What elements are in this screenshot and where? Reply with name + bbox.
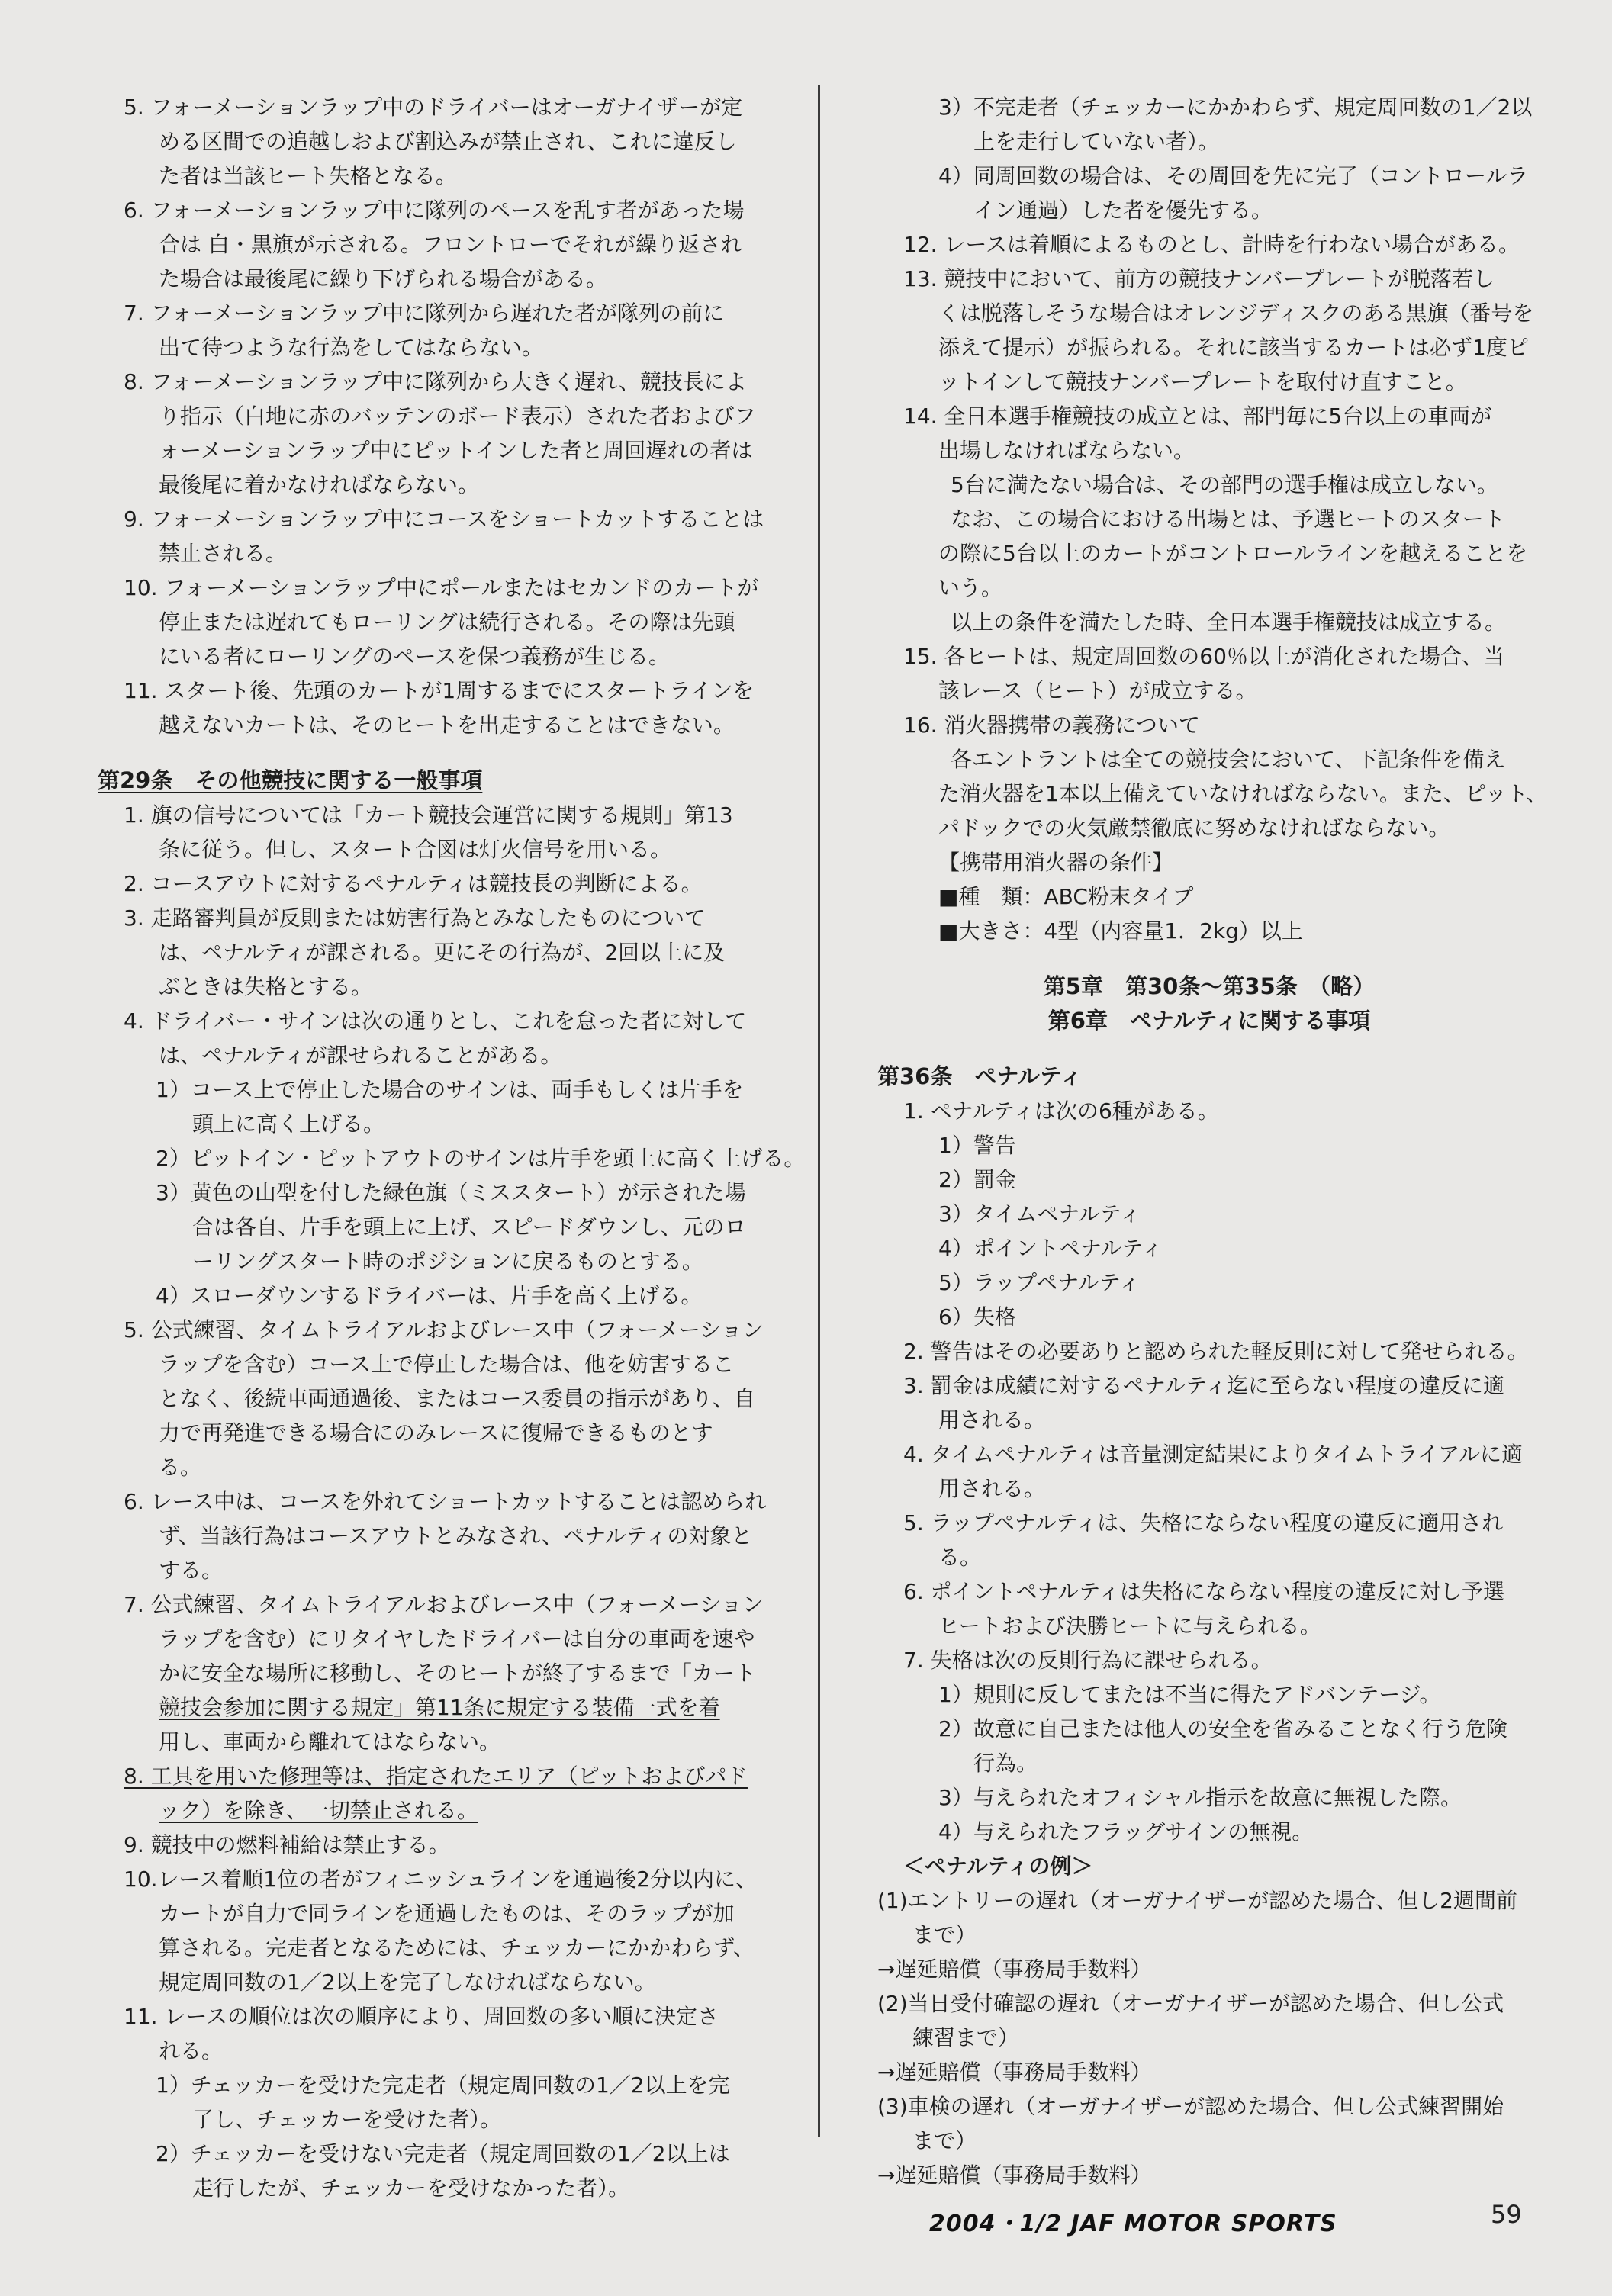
text-line: た消火器を1本以上備えていなければならない。また、ピット、 xyxy=(938,781,1548,806)
text-line: 1. 旗の信号については「カート競技会運営に関する規則」第13 xyxy=(124,802,733,828)
text-line: 1）規則に反してまたは不当に得たアドバンテージ。 xyxy=(938,1682,1441,1707)
text-line: 15. 各ヒートは、規定周回数の60％以上が消化された場合、当 xyxy=(903,644,1504,669)
text-line: 10. フォーメーションラップ中にポールまたはセカンドのカートが xyxy=(124,575,759,600)
text-line: 1）警告 xyxy=(938,1133,1016,1158)
text-line: →遅延賠償（事務局手数料） xyxy=(877,1957,1152,1982)
text-line: 3）黄色の山型を付した緑色旗（ミススタート）が示された場 xyxy=(156,1180,746,1205)
text-line: (2)当日受付確認の遅れ（オーガナイザーが認めた場合、但し公式 xyxy=(877,1991,1504,2016)
text-line: ラップを含む）にリタイヤしたドライバーは自分の車両を速や xyxy=(159,1626,755,1651)
text-line: 走行したが、チェッカーを受けなかった者）。 xyxy=(192,2175,630,2201)
text-line: 最後尾に着かなければならない。 xyxy=(159,472,480,497)
text-line: 9. フォーメーションラップ中にコースをショートカットすることは xyxy=(124,506,764,532)
text-line: 禁止される。 xyxy=(159,541,288,566)
text-line: 7. 公式練習、タイムトライアルおよびレース中（フォーメーション xyxy=(124,1592,764,1617)
chapter-5-heading: 第5章 第30条〜第35条 （略） xyxy=(1043,973,1376,999)
text-line: くは脱落しそうな場合はオレンジディスクのある黒旗（番号を xyxy=(938,301,1534,326)
text-line: 3. 罰金は成績に対するペナルティ迄に至らない程度の違反に適 xyxy=(903,1373,1504,1398)
text-line: →遅延賠償（事務局手数料） xyxy=(877,2060,1152,2085)
text-line: ■種 類：ABC粉末タイプ xyxy=(938,884,1194,909)
text-line: (1)エントリーの遅れ（オーガナイザーが認めた場合、但し2週間前 xyxy=(877,1888,1517,1913)
text-line: 算される。完走者となるためには、チェッカーにかかわらず、 xyxy=(159,1935,755,1960)
text-line: カートが自力で同ラインを通過したものは、そのラップが加 xyxy=(159,1901,735,1926)
text-line: は、ペナルティが課せられることがある。 xyxy=(159,1043,562,1068)
left-column xyxy=(98,90,806,2205)
text-line: た者は当該ヒート失格となる。 xyxy=(159,163,457,188)
chapter-6-heading: 第6章 ペナルティに関する事項 xyxy=(1047,1008,1371,1034)
text-line: 用し、車両から離れてはならない。 xyxy=(159,1729,501,1754)
article-36-heading: 第36条 ペナルティ xyxy=(877,1063,1083,1089)
text-line: 用される。 xyxy=(938,1476,1046,1501)
text-line: 5台に満たない場合は、その部門の選手権は成立しない。 xyxy=(951,472,1498,497)
text-line: 行為。 xyxy=(973,1751,1038,1776)
text-line: 3. 走路審判員が反則または妨害行為とみなしたものについて xyxy=(124,905,706,931)
text-line: ーリングスタート時のポジションに戻るものとする。 xyxy=(192,1249,703,1274)
text-line: 4）スローダウンするドライバーは、片手を高く上げる。 xyxy=(156,1283,703,1308)
text-line: 添えて提示）が振られる。それに該当するカートは必ず1度ピ xyxy=(938,335,1529,360)
text-line: る。 xyxy=(938,1545,982,1570)
text-line: まで） xyxy=(912,2128,977,2153)
text-line: ヒートおよび決勝ヒートに与えられる。 xyxy=(938,1613,1321,1638)
text-line: 【携帯用消火器の条件】 xyxy=(938,850,1174,875)
text-line: 練習まで） xyxy=(912,2025,1020,2050)
text-line: ック）を除き、一切禁止される。 xyxy=(159,1798,478,1823)
text-line: 了し、チェッカーを受けた者）。 xyxy=(192,2107,502,2132)
text-line: 8. 工具を用いた修理等は、指定されたエリア（ピットおよびパド xyxy=(124,1764,748,1789)
text-line: 11. レースの順位は次の順序により、周回数の多い順に決定さ xyxy=(124,2004,719,2029)
text-line: 5. 公式練習、タイムトライアルおよびレース中（フォーメーション xyxy=(124,1317,764,1343)
text-line: 4）同周回数の場合は、その周回を先に完了（コントロールラ xyxy=(938,163,1529,188)
text-line: いう。 xyxy=(938,575,1003,600)
text-line: た場合は最後尾に繰り下げられる場合がある。 xyxy=(159,266,608,291)
text-line: 越えないカートは、そのヒートを出走することはできない。 xyxy=(159,712,735,738)
text-line: となく、後続車両通過後、またはコース委員の指示があり、自 xyxy=(159,1386,756,1411)
text-line: 5. フォーメーションラップ中のドライバーはオーガナイザーが定 xyxy=(124,95,743,120)
text-line: 出場しなければならない。 xyxy=(938,438,1195,463)
text-line: 上を走行していない者）。 xyxy=(973,129,1220,154)
text-line: 1）コース上で停止した場合のサインは、両手もしくは片手を xyxy=(156,1077,744,1102)
text-line: 該レース（ヒート）が成立する。 xyxy=(938,678,1257,703)
text-line: 出て待つような行為をしてはならない。 xyxy=(159,335,544,360)
magazine-title: 2004・1/2 JAF MOTOR SPORTS xyxy=(929,2211,1337,2237)
text-line: 1）チェッカーを受けた完走者（規定周回数の1／2以上を完 xyxy=(156,2073,730,2098)
text-line: 4. タイムペナルティは音量測定結果によりタイムトライアルに適 xyxy=(903,1442,1524,1467)
text-line: パドックでの火気厳禁徹底に努めなければならない。 xyxy=(938,815,1450,841)
text-line: 9. 競技中の燃料補給は禁止する。 xyxy=(124,1832,450,1857)
spacer xyxy=(98,742,772,764)
text-line: 4）与えられたフラッグサインの無視。 xyxy=(938,1819,1314,1844)
text-line: 5）ラップペナルティ xyxy=(938,1270,1141,1295)
text-line: 以上の条件を満たした時、全日本選手権競技は成立する。 xyxy=(951,609,1507,635)
text-line: 合は 白・黒旗が示される。フロントローでそれが繰り返され xyxy=(159,232,742,257)
text-line: 6. ポイントペナルティは失格にならない程度の違反に対し予選 xyxy=(903,1579,1504,1604)
text-line: 13. 競技中において、前方の競技ナンバープレートが脱落若し xyxy=(903,266,1495,291)
text-line: なお、この場合における出場とは、予選ヒートのスタート xyxy=(951,506,1505,532)
text-line: にいる者にローリングのペースを保つ義務が生じる。 xyxy=(159,644,671,669)
right-column xyxy=(877,90,1548,2192)
text-line: かに安全な場所に移動し、そのヒートが終了するまで「カート xyxy=(159,1661,756,1686)
page-number: 59 xyxy=(1491,2200,1522,2229)
text-line: する。 xyxy=(159,1558,224,1583)
text-line: 14. 全日本選手権競技の成立とは、部門毎に5台以上の車両が xyxy=(903,404,1492,429)
text-line: 2）チェッカーを受けない完走者（規定周回数の1／2以上は xyxy=(156,2141,730,2166)
text-line: 停止または遅れてもローリングは続行される。その際は先頭 xyxy=(159,609,735,635)
text-line: 4）ポイントペナルティ xyxy=(938,1236,1163,1261)
text-line: →遅延賠償（事務局手数料） xyxy=(877,2163,1152,2188)
text-line: ■大きさ：4型（内容量1．2kg）以上 xyxy=(938,918,1303,944)
text-line: ず、当該行為はコースアウトとみなされ、ペナルティの対象と xyxy=(159,1523,753,1548)
text-line: 2）故意に自己または他人の安全を省みることなく行う危険 xyxy=(938,1716,1507,1741)
text-line: ラップを含む）コース上で停止した場合は、他を妨害するこ xyxy=(159,1352,735,1377)
text-line: 各エントラントは全ての競技会において、下記条件を備え xyxy=(951,747,1506,772)
text-line: 6. レース中は、コースを外れてショートカットすることは認められ xyxy=(124,1489,767,1514)
text-line: 4. ドライバー・サインは次の通りとし、これを怠った者に対して xyxy=(124,1008,747,1034)
text-line: まで） xyxy=(912,1922,977,1947)
text-line: める区間での追越しおよび割込みが禁止され、これに違反し xyxy=(159,129,737,154)
text-line: 2. 警告はその必要ありと認められた軽反則に対して発せられる。 xyxy=(903,1339,1529,1364)
text-line: 2）ピットイン・ピットアウトのサインは片手を頭上に高く上げる。 xyxy=(156,1146,806,1171)
text-line: の際に5台以上のカートがコントロールラインを越えることを xyxy=(938,541,1528,566)
text-line: ットインして競技ナンバープレートを取付け直すこと。 xyxy=(938,369,1467,394)
text-line: 11. スタート後、先頭のカートが1周するまでにスタートラインを xyxy=(124,678,755,703)
text-line: れる。 xyxy=(159,2038,224,2063)
text-line: 12. レースは着順によるものとし、計時を行わない場合がある。 xyxy=(903,232,1520,257)
text-line: 7. フォーメーションラップ中に隊列から遅れた者が隊列の前に xyxy=(124,301,725,326)
text-line: り指示（白地に赤のバッテンのボード表示）された者およびフ xyxy=(159,404,756,429)
text-line: 頭上に高く上げる。 xyxy=(192,1111,385,1137)
penalty-examples-heading: ＜ペナルティの例＞ xyxy=(903,1854,1093,1879)
text-line: 6）失格 xyxy=(938,1304,1016,1330)
text-line: 16. 消火器携帯の義務について xyxy=(903,712,1200,738)
text-line: 用される。 xyxy=(938,1407,1046,1433)
text-line: 3）タイムペナルティ xyxy=(938,1201,1141,1227)
spacer xyxy=(877,1038,1541,1060)
text-line: 5. ラップペナルティは、失格にならない程度の違反に適用され xyxy=(903,1510,1504,1535)
text-line: 規定周回数の1／2以上を完了しなければならない。 xyxy=(159,1970,656,1995)
text-line: ぶときは失格とする。 xyxy=(159,974,373,999)
text-line: 7. 失格は次の反則行為に課せられる。 xyxy=(903,1648,1273,1673)
text-line: 2. コースアウトに対するペナルティは競技長の判断による。 xyxy=(124,871,703,896)
spacer xyxy=(877,948,1541,970)
text-line: 力で再発進できる場合にのみレースに復帰できるものとす xyxy=(159,1420,713,1445)
text-line: 3）与えられたオフィシャル指示を故意に無視した際。 xyxy=(938,1785,1462,1810)
text-line: 3）不完走者（チェッカーにかかわらず、規定周回数の1／2以 xyxy=(938,95,1533,120)
text-line: 10.レース着順1位の者がフィニッシュラインを通過後2分以内に、 xyxy=(124,1867,758,1892)
text-line: (3)車検の遅れ（オーガナイザーが認めた場合、但し公式練習開始 xyxy=(877,2094,1504,2119)
article-29-heading: 第29条 その他競技に関する一般事項 xyxy=(98,767,483,793)
text-line: は、ペナルティが課される。更にその行為が、2回以上に及 xyxy=(159,940,726,965)
text-line: イン通過）した者を優先する。 xyxy=(973,198,1273,223)
text-line: 6. フォーメーションラップ中に隊列のペースを乱す者があった場 xyxy=(124,198,745,223)
text-line: 合は各自、片手を頭上に上げ、スピードダウンし、元のロ xyxy=(192,1214,746,1240)
text-line: る。 xyxy=(159,1455,202,1480)
text-line: 競技会参加に関する規定」第11条に規定する装備一式を着 xyxy=(159,1695,720,1720)
text-line: 8. フォーメーションラップ中に隊列から大きく遅れ、競技長によ xyxy=(124,369,747,394)
text-line: 1. ペナルティは次の6種がある。 xyxy=(903,1098,1219,1124)
text-line: 2）罰金 xyxy=(938,1167,1016,1192)
column-divider xyxy=(818,85,820,2137)
text-line: 条に従う。但し、スタート合図は灯火信号を用いる。 xyxy=(159,837,672,862)
text-line: ォーメーションラップ中にピットインした者と周回遅れの者は xyxy=(159,438,753,463)
